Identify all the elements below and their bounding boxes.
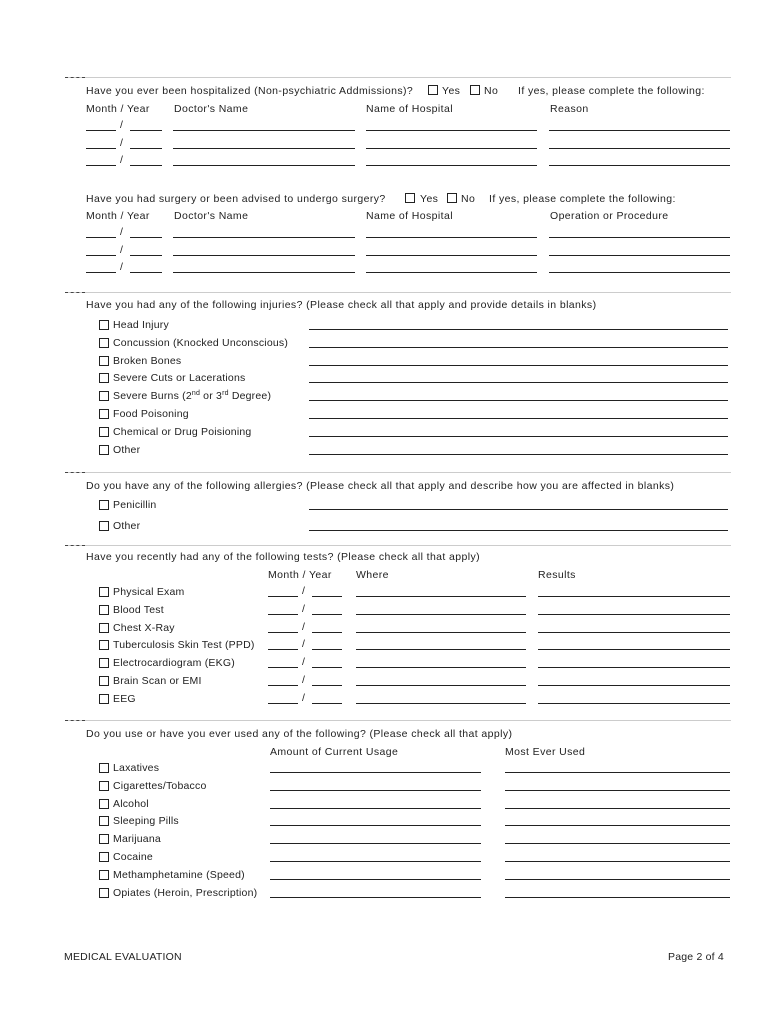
year-field[interactable]	[312, 685, 342, 686]
slash-separator: /	[302, 602, 306, 615]
test-label: Chest X-Ray	[113, 621, 175, 634]
reason-field[interactable]	[549, 255, 730, 256]
burns-label-part: Severe Burns (2	[113, 390, 192, 403]
test-checkbox[interactable]	[99, 605, 109, 615]
slash-separator: /	[302, 638, 306, 651]
test-checkbox[interactable]	[99, 640, 109, 650]
test-checkbox[interactable]	[99, 694, 109, 704]
slash-separator: /	[302, 620, 306, 633]
surgery-question: Have you had surgery or been advised to undergo surgery?	[86, 193, 386, 205]
substance-checkbox[interactable]	[99, 763, 109, 773]
substance-label: Cocaine	[113, 851, 153, 863]
month-field[interactable]	[86, 130, 116, 131]
column-header: Reason	[550, 103, 589, 115]
column-header: Where	[356, 569, 389, 581]
month-field[interactable]	[86, 272, 116, 273]
substance-checkbox[interactable]	[99, 852, 109, 862]
substance-checkbox[interactable]	[99, 888, 109, 898]
year-field[interactable]	[312, 632, 342, 633]
section-divider	[65, 77, 731, 78]
year-field[interactable]	[130, 165, 162, 166]
reason-field[interactable]	[549, 237, 730, 238]
burns-label-part: or 3	[200, 390, 223, 403]
substance-label: Opiates (Heroin, Prescription)	[113, 886, 258, 899]
page-number: Page 2 of 4	[668, 951, 724, 963]
results-field[interactable]	[538, 685, 730, 686]
current-usage-field[interactable]	[270, 790, 481, 791]
column-header: Name of Hospital	[366, 103, 453, 115]
substances-question: Do you use or have you ever used any of the following? (Please check all that apply)	[86, 728, 513, 740]
test-checkbox[interactable]	[99, 658, 109, 668]
doctor-name-field[interactable]	[173, 165, 355, 166]
slash-separator: /	[120, 119, 124, 131]
column-header: Doctor's Name	[174, 210, 249, 222]
reason-field[interactable]	[549, 272, 730, 273]
month-field[interactable]	[268, 703, 298, 704]
month-field[interactable]	[268, 667, 298, 668]
surgery-yes-label: Yes	[420, 193, 439, 205]
year-field[interactable]	[130, 148, 162, 149]
injury-label: Chemical or Drug Poisioning	[113, 425, 252, 438]
hospital-name-field[interactable]	[366, 165, 537, 166]
allergy-details-field[interactable]	[309, 530, 728, 531]
section-divider	[65, 545, 731, 546]
month-field[interactable]	[86, 165, 116, 166]
substance-checkbox[interactable]	[99, 870, 109, 880]
injury-checkbox[interactable]	[99, 409, 109, 419]
year-field[interactable]	[312, 649, 342, 650]
most-used-field[interactable]	[505, 879, 730, 880]
test-label: EEG	[113, 692, 136, 705]
column-header: Doctor's Name	[174, 103, 249, 115]
results-field[interactable]	[538, 649, 730, 650]
hospitalized-note: If yes, please complete the following:	[518, 85, 705, 97]
tests-question: Have you recently had any of the following tests? (Please check all that apply)	[86, 551, 481, 563]
test-label: Blood Test	[113, 603, 164, 616]
reason-field[interactable]	[549, 148, 730, 149]
section-divider	[65, 292, 731, 293]
column-header: Month / Year	[86, 210, 150, 222]
injury-details-field[interactable]	[309, 347, 728, 348]
hospital-name-field[interactable]	[366, 237, 537, 238]
month-field[interactable]	[86, 148, 116, 149]
injury-checkbox[interactable]	[99, 338, 109, 348]
most-used-field[interactable]	[505, 825, 730, 826]
slash-separator: /	[120, 226, 124, 238]
slash-separator: /	[302, 674, 306, 686]
hospitalized-no-label: No	[484, 85, 499, 97]
slash-separator: /	[302, 656, 306, 669]
allergy-details-field[interactable]	[309, 509, 728, 510]
substance-label: Sleeping Pills	[113, 815, 179, 828]
month-field[interactable]	[268, 596, 298, 597]
allergy-label: Other	[113, 519, 141, 532]
burns-label-part: rd	[222, 390, 229, 398]
current-usage-field[interactable]	[270, 879, 481, 880]
year-field[interactable]	[312, 596, 342, 597]
where-field[interactable]	[356, 614, 526, 615]
injury-checkbox[interactable]	[99, 356, 109, 366]
allergy-label: Penicillin	[113, 499, 157, 511]
column-header: Amount of Current Usage	[270, 746, 399, 758]
allergies-question: Do you have any of the following allergies? (Please check all that apply and describe how you are affected in blanks)	[86, 480, 675, 492]
allergy-checkbox[interactable]	[99, 500, 109, 510]
current-usage-field[interactable]	[270, 808, 481, 809]
injury-checkbox[interactable]	[99, 445, 109, 455]
injury-details-field[interactable]	[309, 418, 728, 419]
year-field[interactable]	[130, 272, 162, 273]
surgery-no-checkbox[interactable]	[447, 193, 457, 203]
substance-checkbox[interactable]	[99, 781, 109, 791]
month-field[interactable]	[86, 255, 116, 256]
column-header: Results	[538, 569, 576, 581]
results-field[interactable]	[538, 703, 730, 704]
injury-label: Head Injury	[113, 319, 169, 331]
results-field[interactable]	[538, 632, 730, 633]
results-field[interactable]	[538, 596, 730, 597]
slash-separator: /	[302, 691, 306, 704]
slash-separator: /	[120, 244, 124, 256]
slash-separator: /	[120, 261, 124, 273]
column-header: Month / Year	[86, 103, 150, 115]
hospitalized-yes-checkbox[interactable]	[428, 85, 438, 95]
year-field[interactable]	[312, 614, 342, 615]
doctor-name-field[interactable]	[173, 272, 355, 273]
substance-label: Marijuana	[113, 833, 161, 846]
most-used-field[interactable]	[505, 897, 730, 898]
allergy-checkbox[interactable]	[99, 521, 109, 531]
injury-details-field[interactable]	[309, 329, 728, 330]
results-field[interactable]	[538, 614, 730, 615]
where-field[interactable]	[356, 596, 526, 597]
doctor-name-field[interactable]	[173, 130, 355, 131]
substance-label: Alcohol	[113, 797, 149, 810]
current-usage-field[interactable]	[270, 825, 481, 826]
month-field[interactable]	[268, 649, 298, 650]
doctor-name-field[interactable]	[173, 237, 355, 238]
hospital-name-field[interactable]	[366, 148, 537, 149]
surgery-note: If yes, please complete the following:	[489, 193, 676, 205]
column-header: Most Ever Used	[505, 746, 586, 758]
injury-label: Food Poisoning	[113, 408, 189, 420]
injury-details-field[interactable]	[309, 436, 728, 437]
doctor-name-field[interactable]	[173, 255, 355, 256]
year-field[interactable]	[130, 255, 162, 256]
injuries-question: Have you had any of the following injuries? (Please check all that apply and provide details in blanks)	[86, 299, 597, 311]
current-usage-field[interactable]	[270, 861, 481, 862]
results-field[interactable]	[538, 667, 730, 668]
reason-field[interactable]	[549, 130, 730, 131]
test-label: Tuberculosis Skin Test (PPD)	[113, 639, 255, 652]
section-divider	[65, 472, 731, 473]
test-checkbox[interactable]	[99, 676, 109, 686]
column-header: Operation or Procedure	[550, 210, 669, 222]
substance-checkbox[interactable]	[99, 816, 109, 826]
slash-separator: /	[120, 137, 124, 149]
burns-label-part: nd	[191, 390, 201, 398]
where-field[interactable]	[356, 632, 526, 633]
year-field[interactable]	[312, 667, 342, 668]
injury-details-field[interactable]	[309, 382, 728, 383]
month-field[interactable]	[268, 685, 298, 686]
most-used-field[interactable]	[505, 861, 730, 862]
substance-checkbox[interactable]	[99, 834, 109, 844]
surgery-yes-checkbox[interactable]	[405, 193, 415, 203]
current-usage-field[interactable]	[270, 897, 481, 898]
injury-details-field[interactable]	[309, 365, 728, 366]
year-field[interactable]	[130, 237, 162, 238]
injury-checkbox[interactable]	[99, 391, 109, 401]
most-used-field[interactable]	[505, 808, 730, 809]
hospitalized-question: Have you ever been hospitalized (Non-psychiatric Addmissions)?	[86, 85, 414, 97]
current-usage-field[interactable]	[270, 772, 481, 773]
hospitalized-no-checkbox[interactable]	[470, 85, 480, 95]
burns-label-part: Degree)	[228, 390, 272, 403]
hospitalized-yes-label: Yes	[442, 85, 461, 97]
year-field[interactable]	[130, 130, 162, 131]
hospital-name-field[interactable]	[366, 255, 537, 256]
column-header: Name of Hospital	[366, 210, 453, 222]
most-used-field[interactable]	[505, 843, 730, 844]
year-field[interactable]	[312, 703, 342, 704]
injury-checkbox[interactable]	[99, 427, 109, 437]
injury-details-field[interactable]	[309, 454, 728, 455]
injury-label: Other	[113, 443, 141, 456]
where-field[interactable]	[356, 685, 526, 686]
substance-checkbox[interactable]	[99, 799, 109, 809]
month-field[interactable]	[268, 614, 298, 615]
most-used-field[interactable]	[505, 790, 730, 791]
hospital-name-field[interactable]	[366, 130, 537, 131]
hospital-name-field[interactable]	[366, 272, 537, 273]
injury-label	[113, 390, 271, 402]
test-label: Physical Exam	[113, 586, 185, 598]
where-field[interactable]	[356, 703, 526, 704]
substance-label: Cigarettes/Tobacco	[113, 779, 207, 792]
slash-separator: /	[302, 585, 306, 597]
test-label: Electrocardiogram (EKG)	[113, 657, 235, 670]
reason-field[interactable]	[549, 165, 730, 166]
footer-title: MEDICAL EVALUATION	[64, 951, 182, 963]
section-divider	[65, 720, 731, 721]
where-field[interactable]	[356, 667, 526, 668]
injury-label: Severe Cuts or Lacerations	[113, 372, 246, 385]
month-field[interactable]	[86, 237, 116, 238]
injury-label: Concussion (Knocked Unconscious)	[113, 336, 289, 349]
where-field[interactable]	[356, 649, 526, 650]
doctor-name-field[interactable]	[173, 148, 355, 149]
month-field[interactable]	[268, 632, 298, 633]
injury-details-field[interactable]	[309, 400, 728, 401]
substance-label: Methamphetamine (Speed)	[113, 868, 245, 881]
surgery-no-label: No	[461, 193, 476, 205]
substance-label: Laxatives	[113, 762, 160, 774]
test-checkbox[interactable]	[99, 623, 109, 633]
current-usage-field[interactable]	[270, 843, 481, 844]
injury-checkbox[interactable]	[99, 373, 109, 383]
test-label: Brain Scan or EMI	[113, 675, 202, 687]
test-checkbox[interactable]	[99, 587, 109, 597]
slash-separator: /	[120, 154, 124, 166]
injury-label: Broken Bones	[113, 354, 182, 367]
column-header: Month / Year	[268, 569, 332, 581]
most-used-field[interactable]	[505, 772, 730, 773]
injury-checkbox[interactable]	[99, 320, 109, 330]
